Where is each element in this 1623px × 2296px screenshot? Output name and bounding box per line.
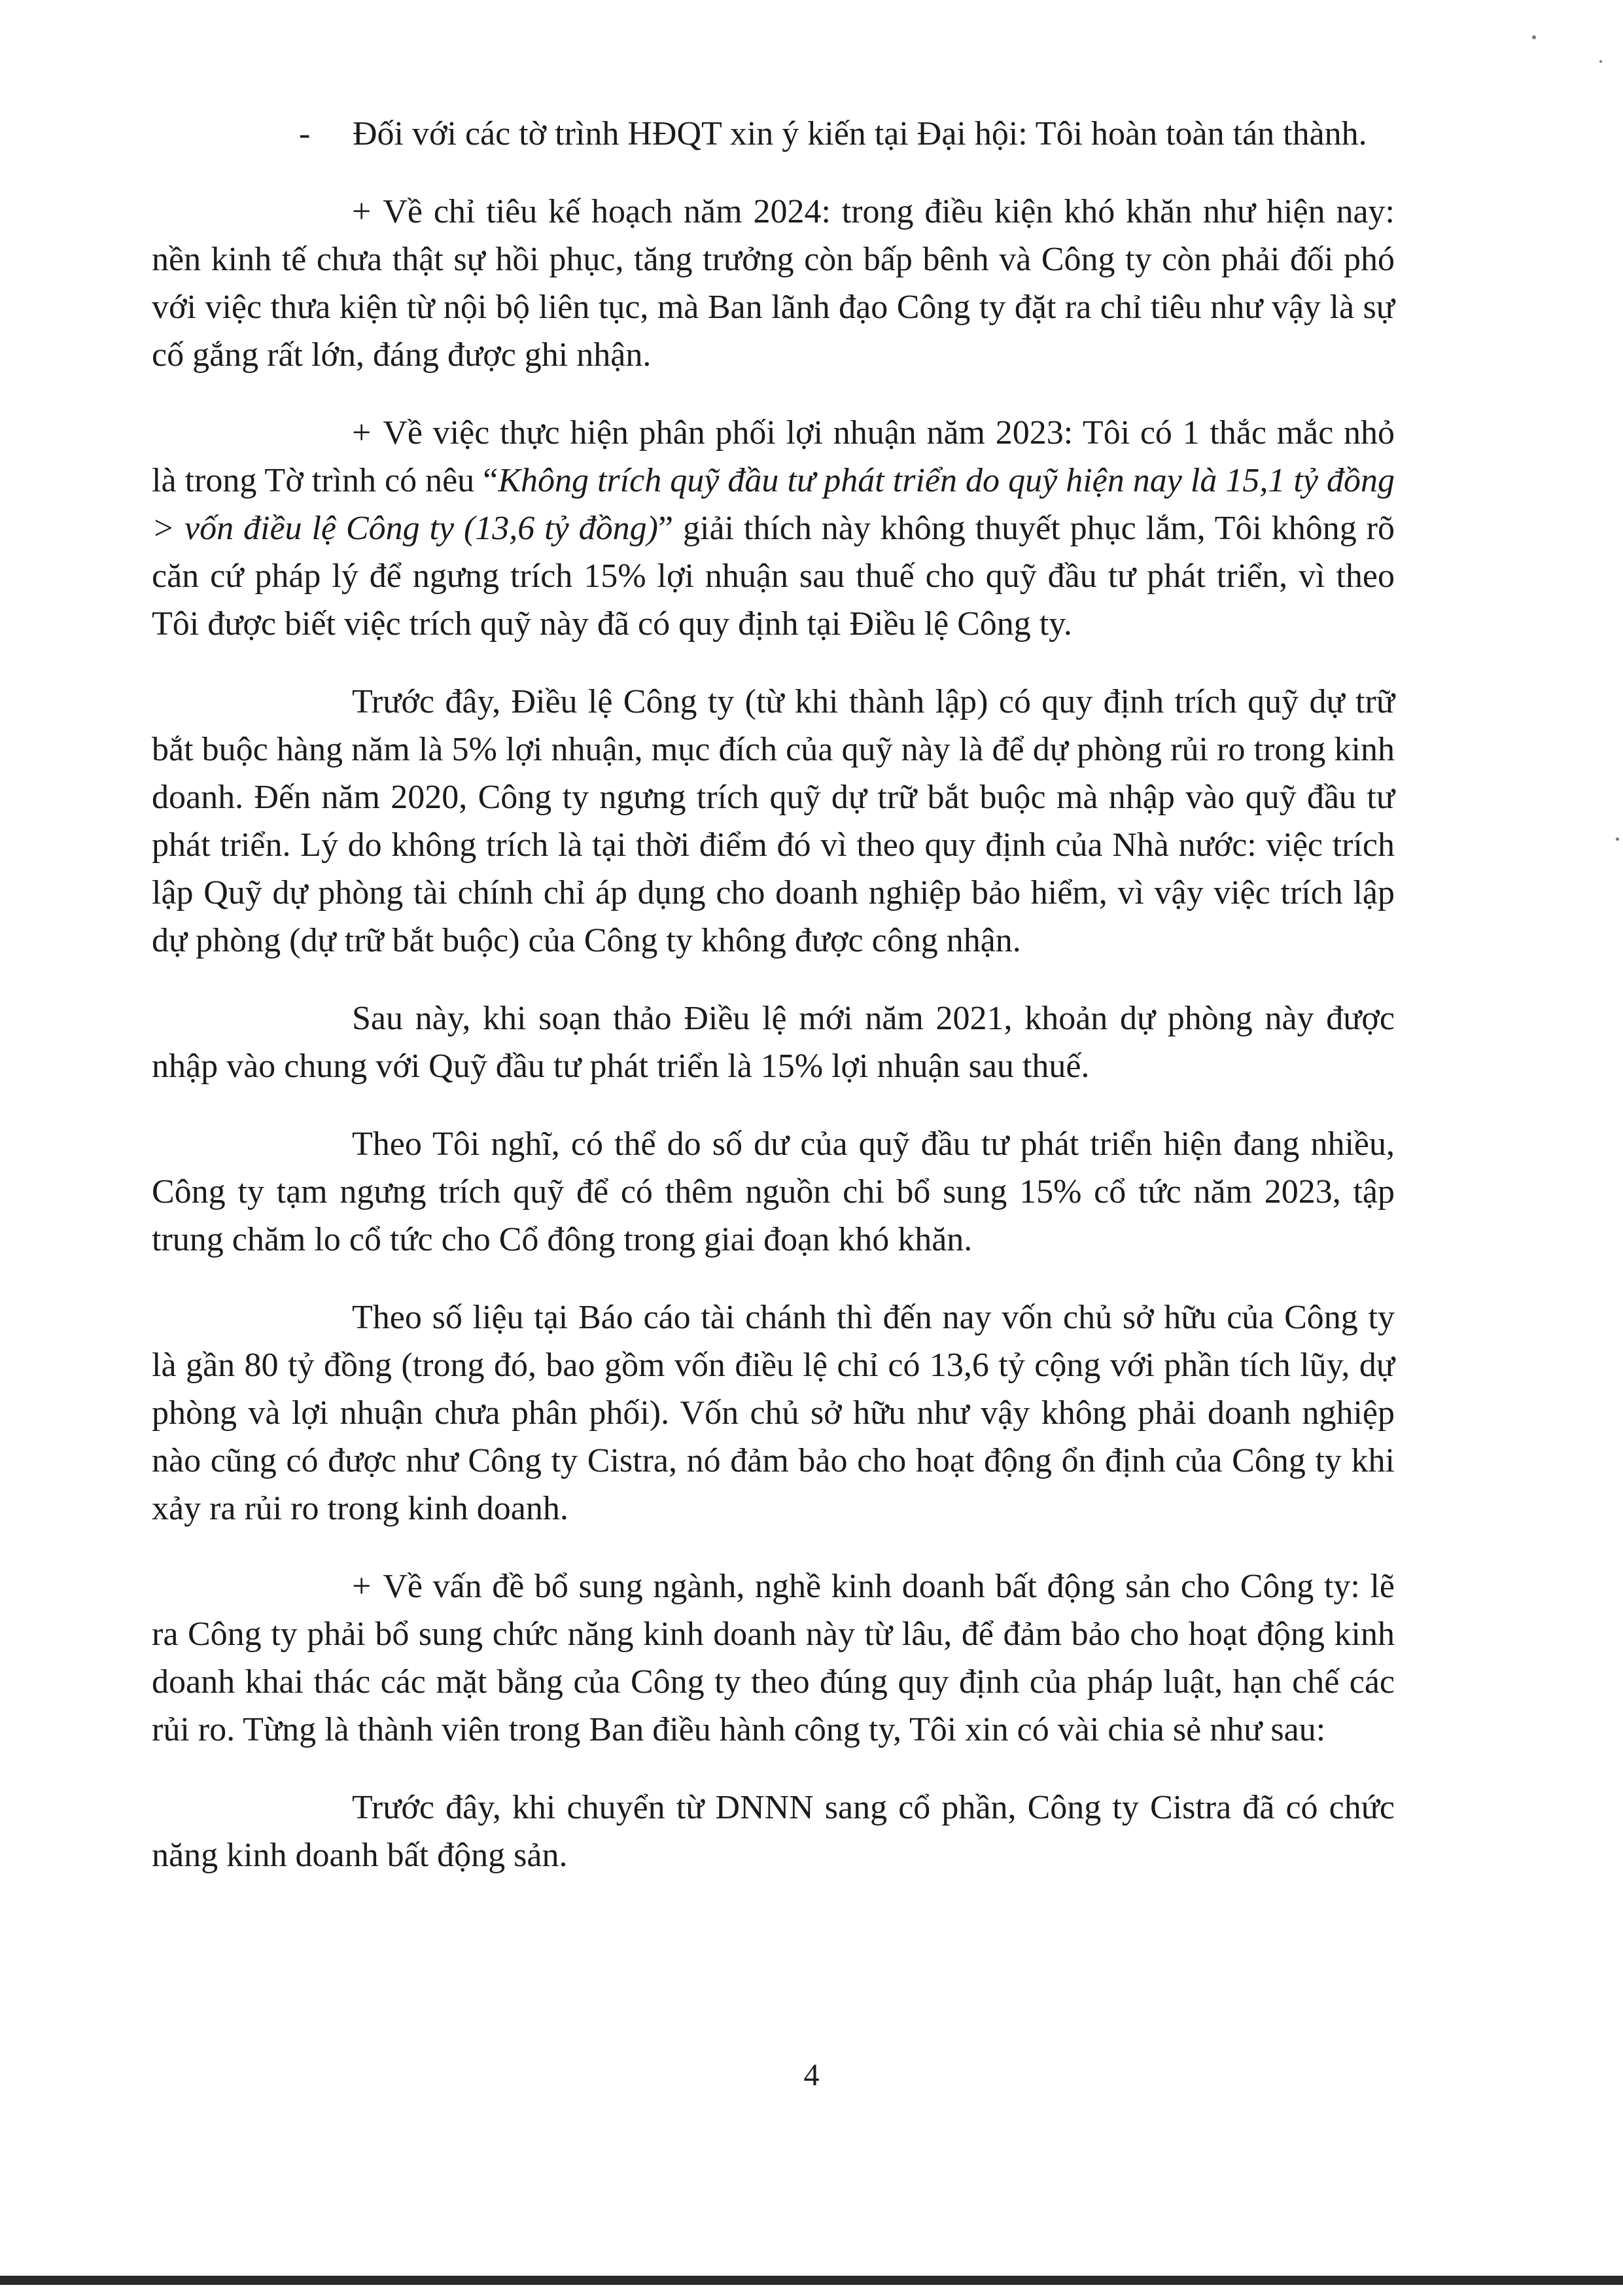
paragraph-text: ” giải thích này không thuyết phục lắm, Tôi không rõ căn cứ pháp lý để ngưng trích 15% lợi nhuận sau thuế cho quỹ đầu tư phát triển, vì theo Tôi được biết việc trích quỹ này đã có quy định tại Điều lệ Công ty. [152, 510, 1395, 643]
scan-speck [1616, 838, 1619, 841]
plus-bullet: + [352, 193, 372, 230]
quoted-text: Không trích quỹ đầu tư phát triển do quỹ hiện nay là 15,1 tỷ đồng > vốn điều lệ Công ty (13,6 tỷ đồng) [152, 462, 1395, 547]
paragraph-text: Theo số liệu tại Báo cáo tài chánh thì đến nay vốn chủ sở hữu của Công ty là gần 80 tỷ đồng (trong đó, bao gồm vốn điều lệ chỉ có 13,6 tỷ cộng với phần tích lũy, dự phòng và lợi nhuận chưa phân phối). Vốn chủ sở hữu như vậy không phải doanh nghiệp nào cũng có được như Công ty Cistra, nó đảm bảo cho hoạt động ổn định của Công ty khi xảy ra rủi ro trong kinh doanh. [152, 1299, 1395, 1527]
paragraph-equity [152, 1294, 1395, 1532]
scan-bottom-edge [0, 2276, 1623, 2285]
paragraph-opinion-proposals [152, 110, 1395, 158]
dash-bullet: - [299, 115, 311, 152]
paragraph-charter-2021 [152, 995, 1395, 1090]
plus-bullet: + [352, 414, 372, 451]
paragraph-text: Sau này, khi soạn thảo Điều lệ mới năm 2021, khoản dự phòng này được nhập vào chung với Quỹ đầu tư phát triển là 15% lợi nhuận sau thuế. [152, 1000, 1395, 1085]
paragraph-text: Đối với các tờ trình HĐQT xin ý kiến tại Đại hội: Tôi hoàn toàn tán thành. [353, 115, 1367, 152]
plus-bullet: + [352, 1568, 372, 1605]
paragraph-equitization [152, 1784, 1395, 1879]
paragraph-text: Trước đây, Điều lệ Công ty (từ khi thành lập) có quy định trích quỹ dự trữ bắt buộc hàng năm là 5% lợi nhuận, mục đích của quỹ này là để dự phòng rủi ro trong kinh doanh. Đến năm 2020, Công ty ngưng trích quỹ dự trữ bắt buộc mà nhập vào quỹ đầu tư phát triển. Lý do không trích là tại thời điểm đó vì theo quy định của Nhà nước: việc trích lập Quỹ dự phòng tài chính chỉ áp dụng cho doanh nghiệp bảo hiểm, vì vậy việc trích lập dự phòng (dự trữ bắt buộc) của Công ty không được công nhận. [152, 683, 1395, 959]
scan-speck [1532, 35, 1536, 39]
page-number: 4 [803, 2058, 820, 2093]
paragraph-plan-2024 [152, 188, 1395, 379]
paragraph-profit-distribution [152, 409, 1395, 648]
paragraph-text: Về việc thực hiện phân phối lợi nhuận năm 2023: Tôi có 1 thắc mắc nhỏ là trong Tờ trình có nêu “ [152, 414, 1395, 499]
scan-speck [1599, 60, 1602, 63]
paragraph-text: Theo Tôi nghĩ, có thể do số dư của quỹ đầu tư phát triển hiện đang nhiều, Công ty tạm ngưng trích quỹ để có thêm nguồn chi bổ sung 15% cổ tức năm 2023, tập trung chăm lo cổ tức cho Cổ đông trong giai đoạn khó khăn. [152, 1125, 1395, 1258]
paragraph-reserve-fund-history [152, 678, 1395, 964]
paragraph-dividend-opinion [152, 1120, 1395, 1263]
document-body [152, 110, 1395, 1909]
paragraph-real-estate [152, 1563, 1395, 1754]
paragraph-text: Về chỉ tiêu kế hoạch năm 2024: trong điều kiện khó khăn như hiện nay: nền kinh tế chưa thật sự hồi phục, tăng trưởng còn bấp bênh và Công ty còn phải đối phó với việc thưa kiện từ nội bộ liên tục, mà Ban lãnh đạo Công ty đặt ra chỉ tiêu như vậy là sự cố gắng rất lớn, đáng được ghi nhận. [152, 193, 1395, 374]
paragraph-text: Về vấn đề bổ sung ngành, nghề kinh doanh bất động sản cho Công ty: lẽ ra Công ty phải bổ sung chức năng kinh doanh này từ lâu, để đảm bảo cho hoạt động kinh doanh khai thác các mặt bằng của Công ty theo đúng quy định của pháp luật, hạn chế các rủi ro. Từng là thành viên trong Ban điều hành công ty, Tôi xin có vài chia sẻ như sau: [152, 1568, 1395, 1748]
paragraph-text: Trước đây, khi chuyển từ DNNN sang cổ phần, Công ty Cistra đã có chức năng kinh doanh bất động sản. [152, 1789, 1395, 1874]
